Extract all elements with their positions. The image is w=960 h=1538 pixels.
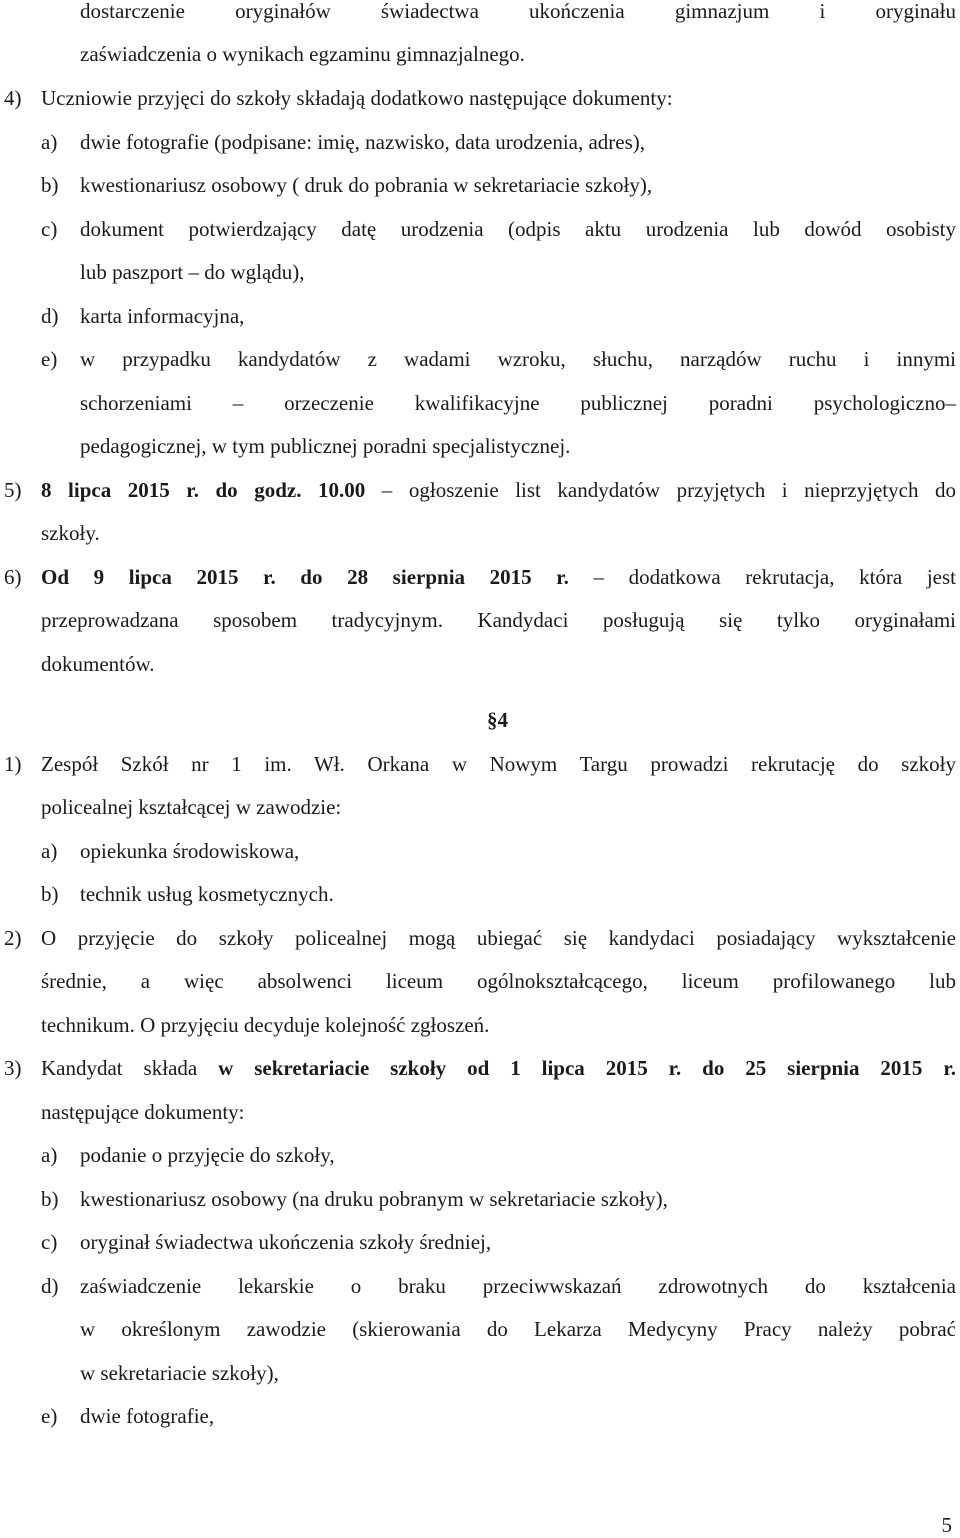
intro-line-2: zaświadczenia o wynikach egzaminu gimnazjalnego. xyxy=(80,42,525,66)
item-4c-letter: c) xyxy=(41,217,58,241)
section-heading: §4 xyxy=(487,708,508,732)
s4-item-1a-text: opiekunka środowiskowa, xyxy=(80,839,300,863)
s4-item-3e-text: dwie fotografie, xyxy=(80,1404,215,1428)
item-6-rest: – dodatkowa rekrutacja, która jest xyxy=(568,565,957,589)
s4-item-1-text-2: policealnej kształcącej w zawodzie: xyxy=(41,795,342,819)
s4-item-3c-letter: c) xyxy=(41,1230,58,1254)
item-5-date: 8 lipca 2015 r. do godz. 10.00 xyxy=(41,478,366,502)
item-4-number: 4) xyxy=(4,86,22,110)
s4-item-3-number: 3) xyxy=(4,1056,22,1080)
s4-item-3d-text-1: zaświadczenie lekarskie o braku przeciwwskazań zdrowotnych do kształcenia xyxy=(80,1274,956,1298)
item-6-text xyxy=(41,564,956,590)
s4-item-1b-letter: b) xyxy=(41,882,59,906)
s4-item-3e-letter: e) xyxy=(41,1404,58,1428)
s4-item-3a-letter: a) xyxy=(41,1143,58,1167)
intro-line-1: dostarczenie oryginałów świadectwa ukończenia gimnazjum i oryginału xyxy=(80,0,956,23)
s4-item-3b-text: kwestionariusz osobowy (na druku pobranym w sekretariacie szkoły), xyxy=(80,1187,668,1211)
item-4a-text: dwie fotografie (podpisane: imię, nazwisko, data urodzenia, adres), xyxy=(80,130,646,154)
item-5-number: 5) xyxy=(4,478,22,502)
s4-item-3-plain: Kandydat składa xyxy=(41,1056,219,1080)
item-4d-text: karta informacyjna, xyxy=(80,304,245,328)
s4-item-1a-letter: a) xyxy=(41,839,58,863)
item-4e-text-3: pedagogicznej, w tym publicznej poradni specjalistycznej. xyxy=(80,434,571,458)
item-6-text-2: przeprowadzana sposobem tradycyjnym. Kandydaci posługują się tylko oryginałami xyxy=(41,608,956,632)
item-4c-text-2: lub paszport – do wglądu), xyxy=(80,260,305,284)
item-4e-text-2: schorzeniami – orzeczenie kwalifikacyjne publicznej poradni psychologiczno– xyxy=(80,391,956,415)
item-6-number: 6) xyxy=(4,565,22,589)
s4-item-3d-text-2: w określonym zawodzie (skierowania do Lekarza Medycyny Pracy należy pobrać xyxy=(80,1317,956,1341)
s4-item-2-text-1: O przyjęcie do szkoły policealnej mogą ubiegać się kandydaci posiadający wykształcenie xyxy=(41,926,956,950)
s4-item-3c-text: oryginał świadectwa ukończenia szkoły średniej, xyxy=(80,1230,492,1254)
s4-item-3d-letter: d) xyxy=(41,1274,59,1298)
item-5-rest: – ogłoszenie list kandydatów przyjętych i nieprzyjętych do xyxy=(365,478,956,502)
item-4b-letter: b) xyxy=(41,173,59,197)
s4-item-1-text-1: Zespół Szkół nr 1 im. Wł. Orkana w Nowym Targu prowadzi rekrutację do szkoły xyxy=(41,752,956,776)
s4-item-3-text-1 xyxy=(41,1055,956,1081)
item-4a-letter: a) xyxy=(41,130,58,154)
item-4d-letter: d) xyxy=(41,304,59,328)
page-number: 5 xyxy=(941,1513,952,1537)
item-4e-text-1: w przypadku kandydatów z wadami wzroku, słuchu, narządów ruchu i innymi xyxy=(80,347,956,371)
item-6-text-3: dokumentów. xyxy=(41,652,155,676)
s4-item-3d-text-3: w sekretariacie szkoły), xyxy=(80,1361,279,1385)
s4-item-3-bold: w sekretariacie szkoły od 1 lipca 2015 r. do 25 sierpnia 2015 r. xyxy=(218,1056,956,1080)
s4-item-3-text-2: następujące dokumenty: xyxy=(41,1100,245,1124)
s4-item-1-number: 1) xyxy=(4,752,22,776)
s4-item-2-text-3: technikum. O przyjęciu decyduje kolejność zgłoszeń. xyxy=(41,1013,490,1037)
s4-item-1b-text: technik usług kosmetycznych. xyxy=(80,882,334,906)
s4-item-2-number: 2) xyxy=(4,926,22,950)
s4-item-2-text-2: średnie, a więc absolwenci liceum ogólnokształcącego, liceum profilowanego lub xyxy=(41,969,956,993)
s4-item-3a-text: podanie o przyjęcie do szkoły, xyxy=(80,1143,335,1167)
item-5-text xyxy=(41,477,956,503)
item-4-text: Uczniowie przyjęci do szkoły składają dodatkowo następujące dokumenty: xyxy=(41,86,673,110)
item-4b-text: kwestionariusz osobowy ( druk do pobrania w sekretariacie szkoły), xyxy=(80,173,653,197)
item-5-text-2: szkoły. xyxy=(41,521,100,545)
item-4c-text-1: dokument potwierdzający datę urodzenia (odpis aktu urodzenia lub dowód osobisty xyxy=(80,217,956,241)
item-6-date: Od 9 lipca 2015 r. do 28 sierpnia 2015 r. xyxy=(41,565,569,589)
s4-item-3b-letter: b) xyxy=(41,1187,59,1211)
item-4e-letter: e) xyxy=(41,347,58,371)
